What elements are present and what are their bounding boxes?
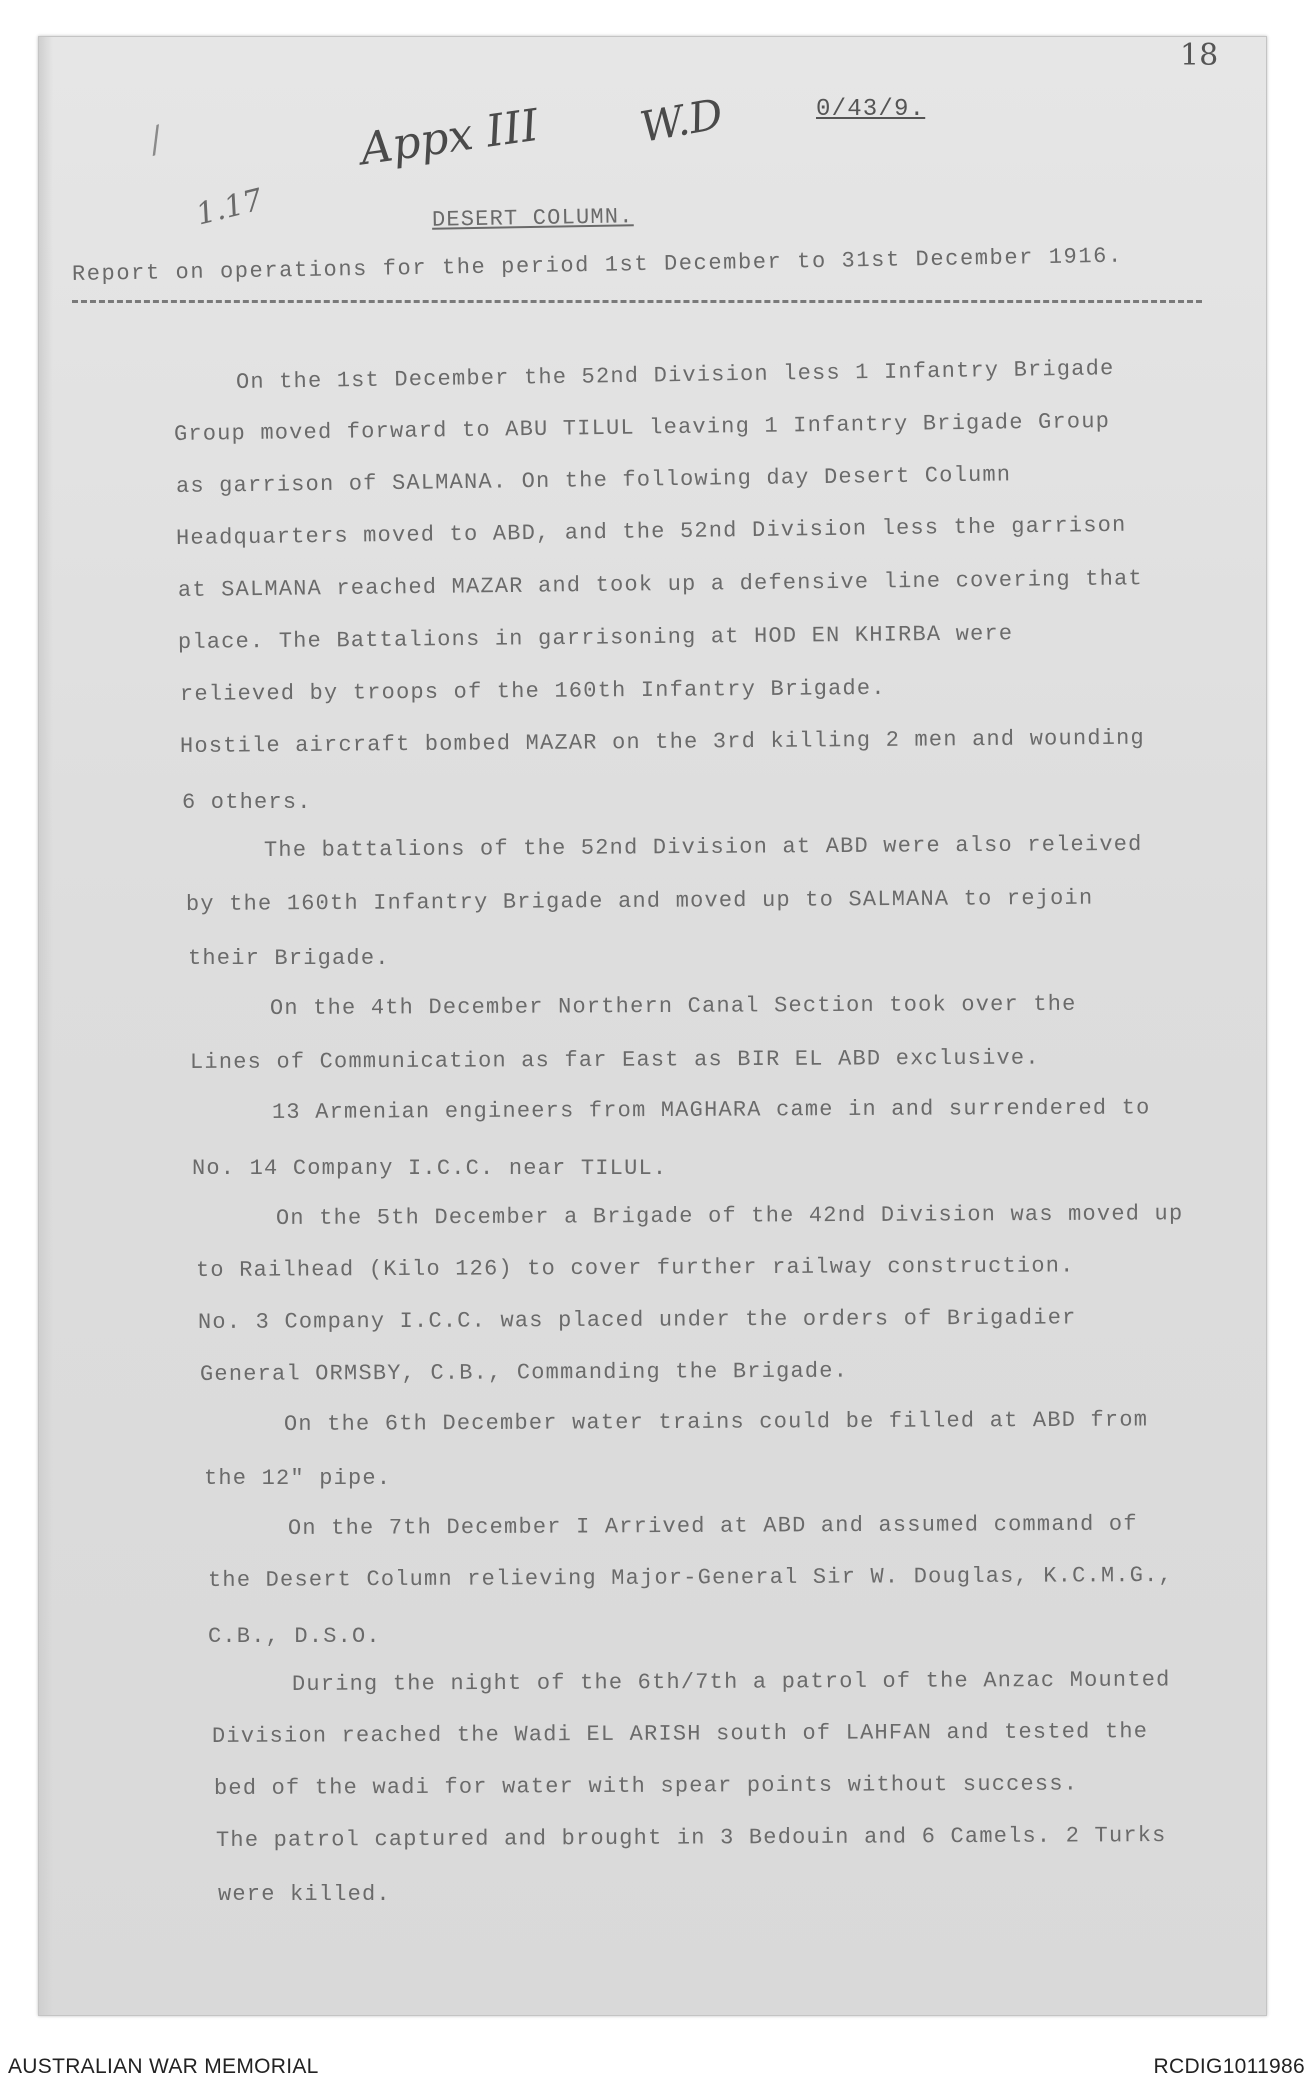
body-line: as garrison of SALMANA. On the following day Desert Column xyxy=(175,462,1012,499)
page-number: 18 xyxy=(1180,38,1219,73)
body-line: 13 Armenian engineers from MAGHARA came in and surrendered to xyxy=(271,1095,1151,1125)
file-reference: 0/43/9. xyxy=(816,96,926,123)
footer-id: RCDIG1011986 xyxy=(1153,2055,1305,2078)
body-line: Hostile aircraft bombed MAZAR on the 3rd killing 2 men and wounding xyxy=(179,725,1146,759)
body-line: by the 160th Infantry Brigade and moved up to SALMANA to rejoin xyxy=(185,885,1094,917)
wd-annotation: W.D xyxy=(636,89,727,152)
body-line: The patrol captured and brought in 3 Bedouin and 6 Camels. 2 Turks xyxy=(215,1823,1167,1853)
body-line: bed of the wadi for water with spear points without success. xyxy=(213,1771,1079,1801)
body-line: 6 others. xyxy=(182,790,312,815)
body-line: No. 14 Company I.C.C. near TILUL. xyxy=(192,1156,668,1181)
body-line: at SALMANA reached MAZAR and took up a defensive line covering that xyxy=(177,566,1144,603)
pencil-mark: / xyxy=(143,119,168,161)
body-line: their Brigade. xyxy=(188,946,390,971)
body-line: Headquarters moved to ABD, and the 52nd Division less the garrison xyxy=(175,512,1127,551)
body-line: On the 6th December water trains could be filled at ABD from xyxy=(283,1407,1149,1437)
body-line: Group moved forward to ABU TILUL leaving 1 Infantry Brigade Group xyxy=(173,408,1111,447)
body-line: During the night of the 6th/7th a patrol of the Anzac Mounted xyxy=(291,1667,1171,1697)
body-line: relieved by troops of the 160th Infantry Brigade. xyxy=(179,675,886,707)
body-line: place. The Battalions in garrisoning at HOD EN KHIRBA were xyxy=(177,621,1014,655)
body-line: were killed. xyxy=(218,1882,391,1907)
body-line: Division reached the Wadi EL ARISH south of LAHFAN and tested the xyxy=(211,1719,1149,1749)
pencil-number: 1.17 xyxy=(192,182,267,233)
body-line: On the 1st December the 52nd Division less 1 Infantry Brigade xyxy=(235,356,1115,395)
body-line: On the 7th December I Arrived at ABD and assumed command of xyxy=(287,1511,1138,1541)
body-line: the Desert Column relieving Major-General Sir W. Douglas, K.C.M.G., xyxy=(207,1562,1174,1593)
body-line: Lines of Communication as far East as BIR EL ABD exclusive. xyxy=(189,1045,1040,1075)
body-line: to Railhead (Kilo 126) to cover further railway construction. xyxy=(195,1253,1075,1283)
appendix-annotation: Appx III xyxy=(357,99,542,176)
body-line: C.B., D.S.O. xyxy=(208,1624,381,1649)
heading-divider xyxy=(72,300,1202,303)
footer-source: AUSTRALIAN WAR MEMORIAL xyxy=(8,2055,319,2078)
body-line: No. 3 Company I.C.C. was placed under the orders of Brigadier xyxy=(197,1305,1077,1335)
body-line: The battalions of the 52nd Division at ABD were also releived xyxy=(263,831,1143,863)
document-subheading: Report on operations for the period 1st December to 31st December 1916. xyxy=(71,243,1124,287)
body-line: On the 4th December Northern Canal Section took over the xyxy=(269,991,1077,1021)
body-line: the 12" pipe. xyxy=(204,1466,392,1491)
document-heading: DESERT COLUMN. xyxy=(431,204,634,233)
body-line: General ORMSBY, C.B., Commanding the Brigade. xyxy=(199,1358,849,1387)
body-line: On the 5th December a Brigade of the 42nd Division was moved up xyxy=(275,1201,1184,1231)
